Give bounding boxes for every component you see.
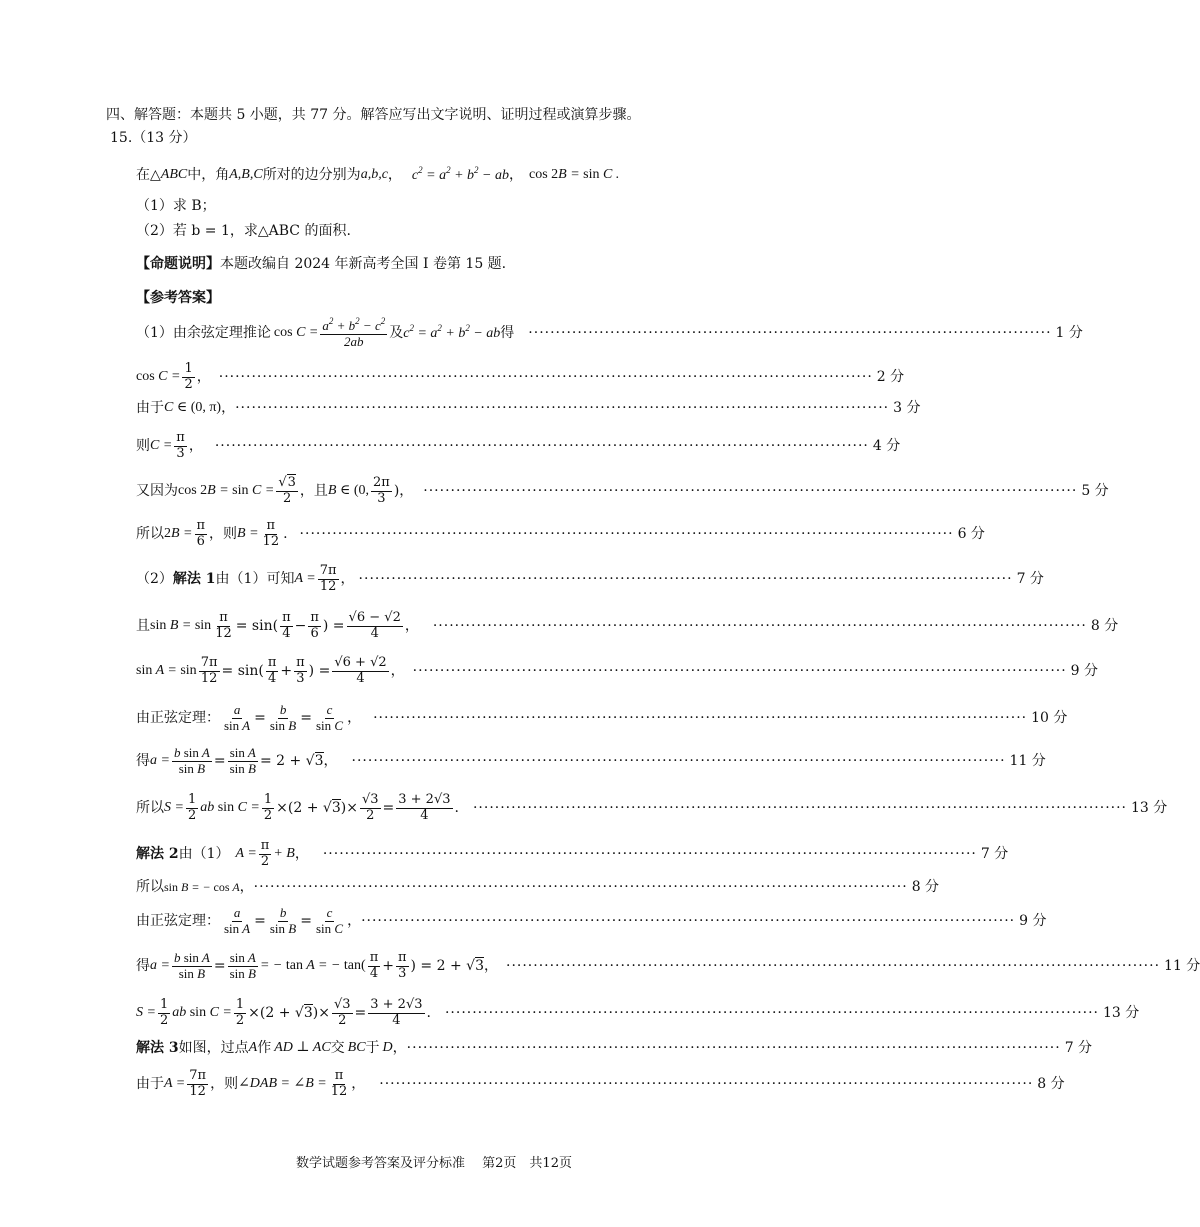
stem-sides: a,b,c bbox=[360, 166, 388, 182]
leader: ························································································································ bbox=[412, 663, 1067, 680]
m2-frac: $\frac{\pi}{2}$ bbox=[260, 838, 270, 869]
m3s8-frac2: $\frac{\pi}{12}$ bbox=[330, 1068, 348, 1099]
m1s8-frac1: $\frac{\pi}{12}$ bbox=[215, 610, 232, 641]
m3-bold: 解法 3 bbox=[136, 1040, 179, 1056]
stem-angles: A,B,C bbox=[229, 166, 263, 182]
step-2: cos C = $\frac{1}{2}$ ， ························································································································ 2 分 bbox=[136, 361, 905, 392]
m1-eq: A = bbox=[294, 571, 316, 587]
m2s11-frac2: $\frac{\text{sin A}}{\text{sin B}}$ bbox=[229, 950, 256, 981]
m2s13-frac4: $\frac{3 + 2√3}{4}$ bbox=[370, 997, 423, 1028]
s6-eq: 2B = bbox=[164, 526, 193, 542]
points-m3-7: 7 分 bbox=[1064, 1040, 1093, 1056]
points-3: 3 分 bbox=[893, 400, 921, 416]
m3s8-prefix: 由于 bbox=[136, 1076, 164, 1093]
m2s9-frac3: $\frac{c}{\text{sin C}}$ bbox=[315, 905, 344, 936]
s1-frac: $\frac{a^2 + b^2 - c^2}{2ab}$ bbox=[322, 316, 386, 349]
m1s9-frac2: $\frac{\pi}{4}$ bbox=[267, 655, 277, 686]
s1-eq: cos C = bbox=[273, 324, 319, 340]
m1s8-eq: sin B = sin bbox=[150, 618, 212, 634]
m2-step-9: 由正弦定理： $\frac{a}{\text{sin A}}$ = $\frac{b}{\text{sin B}}$ = $\frac{c}{\text{sin C}}$ ， ························································································································ 9 分 bbox=[136, 905, 1047, 936]
s4-prefix: 则 bbox=[136, 438, 150, 455]
m1-text: 由（1）可知 bbox=[215, 571, 295, 588]
leader: ························································································································ bbox=[506, 958, 1161, 975]
leader: ························································································································ bbox=[373, 710, 1028, 727]
section-heading bbox=[106, 108, 641, 122]
m1s13-eq: ab sin C = bbox=[200, 800, 260, 816]
m2-eq: A = bbox=[235, 846, 257, 862]
m1s10-frac3: $\frac{c}{\text{sin C}}$ bbox=[315, 702, 344, 733]
s4-eq: C = bbox=[150, 438, 173, 454]
leader: ························································································································ bbox=[351, 753, 1006, 770]
s6-frac2: $\frac{\pi}{12}$ bbox=[262, 518, 280, 549]
m1s11-frac2: $\frac{\text{sin A}}{\text{sin B}}$ bbox=[229, 745, 256, 776]
s3-eq: C ∈ (0, π) bbox=[164, 400, 222, 415]
m1s11-prefix: 得 bbox=[136, 753, 150, 770]
s5-frac: $\frac{√3}{2}$ bbox=[278, 475, 296, 506]
m1s8-prefix: 且 bbox=[136, 618, 150, 635]
points-11: 11 分 bbox=[1009, 753, 1046, 770]
points-8: 8 分 bbox=[1090, 618, 1119, 635]
m2s11-a: a = bbox=[150, 958, 170, 974]
m3s8-eq2: ∠DAB = ∠B = bbox=[238, 1076, 327, 1092]
stem-eq2: cos 2B = sin C . bbox=[528, 166, 620, 182]
m2s9-prefix: 由正弦定理： bbox=[136, 913, 220, 930]
leader: ························································································································ bbox=[358, 571, 1013, 588]
leader: ························································································································ bbox=[214, 438, 869, 455]
s3-prefix: 由于 bbox=[136, 400, 164, 416]
s5-prefix: 又因为 bbox=[136, 483, 178, 500]
leader: ························································································································ bbox=[406, 1040, 1061, 1056]
leader: ························································································································ bbox=[218, 369, 873, 386]
answer-label bbox=[136, 291, 220, 305]
m1s10-frac1: $\frac{a}{\text{sin A}}$ bbox=[224, 702, 251, 733]
m2s8-prefix: 所以 bbox=[136, 879, 164, 895]
s1-end: 得 bbox=[500, 324, 515, 341]
points-m2-9: 9 分 bbox=[1019, 913, 1047, 930]
m2s11-prefix: 得 bbox=[136, 958, 150, 975]
m1s8-frac2: $\frac{\pi}{4}$ bbox=[282, 610, 291, 641]
stem-eq1: $c^2 = a^2 + b^2$ − ab bbox=[411, 165, 509, 183]
step-1 bbox=[136, 316, 1083, 350]
points-7: 7 分 bbox=[1016, 571, 1044, 588]
page-footer bbox=[0, 1152, 868, 1171]
m2s11-frac3: $\frac{\pi}{4}$ bbox=[369, 950, 379, 981]
points-m2-13: 13 分 bbox=[1103, 1005, 1140, 1022]
s6-eq2: B = bbox=[237, 526, 259, 542]
m1-label: （2） bbox=[136, 571, 173, 588]
leader: ························································································································ bbox=[444, 1005, 1099, 1022]
s5-range: B ∈ (0, bbox=[327, 483, 369, 499]
section-heading-text: 四、解答题：本题共 5 小题，共 77 分。解答应写出文字说明、证明过程或演算步骤。 bbox=[106, 107, 641, 123]
s6-then: ，则 bbox=[209, 526, 238, 543]
s1-mid: 及 bbox=[389, 324, 404, 341]
s6-frac: $\frac{\pi}{6}$ bbox=[196, 518, 206, 549]
m2s11-eq: = − tan A = − tan( bbox=[259, 958, 366, 974]
m1-step-11: 得 a = $\frac{\text{b sin A}}{\text{sin B}}$ = $\frac{\text{sin A}}{\text{sin B}}$ = 2 + √3， ························································································································ 11 分 bbox=[136, 745, 1046, 776]
m3-text: 如图，过点 bbox=[178, 1040, 249, 1056]
leader: ························································································································ bbox=[322, 846, 977, 863]
s1-eq2: $c^2 = a^2 + b^2$ − ab bbox=[403, 323, 501, 342]
m1s11-result: = 2 + √3， bbox=[259, 753, 338, 770]
m1s8-frac3: $\frac{\pi}{6}$ bbox=[310, 610, 319, 641]
leader: ························································································································ bbox=[235, 400, 890, 416]
m3-d: D bbox=[382, 1040, 393, 1055]
m1s11-a: a = bbox=[150, 753, 170, 769]
m2-text: 由（1） bbox=[178, 846, 230, 863]
leader: ························································································································ bbox=[299, 526, 954, 543]
m1s8-eq2: = sin( bbox=[235, 618, 279, 635]
m3s8-frac1: $\frac{7\pi}{12}$ bbox=[189, 1068, 207, 1099]
proposition-text: 本题改编自 2024 年新高考全国 I 卷第 15 题. bbox=[220, 256, 507, 272]
m2s11-result: ) = 2 + √3， bbox=[410, 958, 498, 975]
m1s9-eq: sin A = sin bbox=[136, 663, 197, 679]
m2-step-13: S = $\frac{1}{2}$ ab sin C = $\frac{1}{2}$ ×(2 + √3)× $\frac{√3}{2}$ = $\frac{3 + 2√3}{4}$ . ························································································································ 13 分 bbox=[136, 997, 1140, 1028]
s2-frac: $\frac{1}{2}$ bbox=[184, 361, 193, 392]
m2-bold: 解法 2 bbox=[136, 846, 179, 863]
m1s10-prefix: 由正弦定理： bbox=[136, 710, 220, 727]
m2-step-11: 得 a = $\frac{\text{b sin A}}{\text{sin B}}$ = $\frac{\text{sin A}}{\text{sin B}}$ = − tan A = − tan( $\frac{\pi}{4}$ + $\frac{\pi}{3}$ ) = 2 + √3， ························································································································ 11 分 bbox=[136, 950, 1200, 981]
m3-step-8: 由于 A = $\frac{7\pi}{12}$ ，则 ∠DAB = ∠B = $\frac{\pi}{12}$ ， ························································································································ 8 分 bbox=[136, 1068, 1065, 1099]
m1s13-mul: ×(2 + √3)× bbox=[276, 800, 358, 817]
leader: ································································································ bbox=[528, 324, 1052, 341]
m1-step-10: 由正弦定理： $\frac{a}{\text{sin A}}$ = $\frac{b}{\text{sin B}}$ = $\frac{c}{\text{sin C}}$ ， ························································································································ 10 分 bbox=[136, 702, 1068, 733]
m3-bc: BC bbox=[347, 1040, 366, 1055]
s4-frac: $\frac{\pi}{3}$ bbox=[176, 430, 185, 461]
m2s8-eq: sin B = − cos A bbox=[164, 880, 240, 894]
problem-number-text: 15.（13 分） bbox=[110, 130, 197, 146]
leader: ························································································································ bbox=[253, 879, 908, 895]
m2s13-eq: ab sin C = bbox=[172, 1005, 232, 1021]
m2s13-frac1: $\frac{1}{2}$ bbox=[159, 997, 169, 1028]
m1s13-frac2: $\frac{1}{2}$ bbox=[263, 792, 273, 823]
s5-eq: cos 2B = sin C = bbox=[178, 483, 275, 499]
m3s8-eq: A = bbox=[164, 1076, 186, 1092]
m1s11-frac1: $\frac{\text{b sin A}}{\text{sin B}}$ bbox=[173, 745, 210, 776]
stem-mid2: 所对的边分别为 bbox=[262, 166, 361, 183]
points-m3-8: 8 分 bbox=[1037, 1076, 1065, 1093]
m3-perp: AD ⊥ AC bbox=[274, 1040, 331, 1055]
m2s11-frac4: $\frac{\pi}{3}$ bbox=[397, 950, 407, 981]
m1-step-9: sin A = sin $\frac{7\pi}{12}$ = sin( $\frac{\pi}{4}$ + $\frac{\pi}{3}$ ) = $\frac{√6 + √2}{4}$ ， ························································································································ 9 分 bbox=[136, 655, 1099, 686]
m2s13-frac2: $\frac{1}{2}$ bbox=[235, 997, 245, 1028]
stem-prefix: 在△ bbox=[136, 166, 161, 183]
stem-mid: 中，角 bbox=[187, 166, 230, 183]
m1-frac: $\frac{7\pi}{12}$ bbox=[319, 563, 337, 594]
s5-frac2: $\frac{2\pi}{3}$ bbox=[372, 475, 390, 506]
part2 bbox=[136, 224, 351, 238]
s1-prefix: （1）由余弦定理推论 bbox=[136, 324, 271, 341]
points-2: 2 分 bbox=[876, 369, 905, 386]
m1s13-frac4: $\frac{3 + 2√3}{4}$ bbox=[398, 792, 451, 823]
points-4: 4 分 bbox=[872, 438, 901, 455]
m2s9-frac2: $\frac{b}{\text{sin B}}$ bbox=[269, 905, 297, 936]
m2s9-frac1: $\frac{a}{\text{sin A}}$ bbox=[224, 905, 251, 936]
points-m2-7: 7 分 bbox=[980, 846, 1009, 863]
m3-step-7: 解法 3 如图，过点 A 作 AD ⊥ AC 交 BC 于 D ， ························································································································ 7 分 bbox=[136, 1040, 1093, 1056]
m1s13-frac3: $\frac{√3}{2}$ bbox=[361, 792, 379, 823]
part1 bbox=[136, 199, 216, 213]
stem-triangle: ABC bbox=[160, 166, 188, 182]
m1s10-frac2: $\frac{b}{\text{sin B}}$ bbox=[269, 702, 297, 733]
m2s13-mul: ×(2 + √3)× bbox=[248, 1005, 330, 1022]
m3-pt: A bbox=[248, 1040, 258, 1055]
step-3: 由于 C ∈ (0, π) ， ························································································································ 3 分 bbox=[136, 400, 921, 416]
m3s8-then: ，则 bbox=[210, 1076, 239, 1093]
proposition-label: 【命题说明】 bbox=[136, 256, 220, 272]
stem-comma2: ， bbox=[508, 166, 523, 183]
points-m2-11: 11 分 bbox=[1164, 958, 1200, 975]
points-10: 10 分 bbox=[1031, 710, 1068, 727]
m2-step-7: 解法 2 由（1） A = $\frac{\pi}{2}$ + B ， ························································································································ 7 分 bbox=[136, 838, 1009, 869]
proposition-note bbox=[136, 257, 506, 271]
m1-step-13: 所以 S = $\frac{1}{2}$ ab sin C = $\frac{1}{2}$ ×(2 + √3)× $\frac{√3}{2}$ = $\frac{3 + 2√3}{4}$ . ························································································································ 13 分 bbox=[136, 792, 1168, 823]
m1s9-frac3: $\frac{\pi}{3}$ bbox=[296, 655, 305, 686]
stem-comma: ， bbox=[387, 166, 402, 183]
m1s9-frac4: $\frac{√6 + √2}{4}$ bbox=[334, 655, 387, 686]
m2-step-8: 所以 sin B = − cos A ， ························································································································ 8 分 bbox=[136, 879, 940, 895]
leader: ························································································································ bbox=[423, 483, 1078, 500]
step-4: 则 C = $\frac{\pi}{3}$ ， ························································································································ 4 分 bbox=[136, 430, 901, 461]
m1-step-8: 且 sin B = sin $\frac{\pi}{12}$ = sin( $\frac{\pi}{4}$ − $\frac{\pi}{6}$ ) = $\frac{√6 - √2}{4}$ ， ························································································································ 8 分 bbox=[136, 610, 1119, 641]
leader: ························································································································ bbox=[472, 800, 1127, 817]
leader: ························································································································ bbox=[361, 913, 1016, 930]
leader: ························································································································ bbox=[379, 1076, 1034, 1093]
m1-step-7: （2） 解法 1 由（1）可知 A = $\frac{7\pi}{12}$ ， ························································································································ 7 分 bbox=[136, 563, 1044, 594]
points-6: 6 分 bbox=[957, 526, 985, 543]
m1s13-s: S = bbox=[164, 800, 184, 816]
m2s13-frac3: $\frac{√3}{2}$ bbox=[333, 997, 351, 1028]
problem-stem bbox=[136, 166, 619, 183]
leader: ························································································································ bbox=[432, 618, 1087, 635]
m1-bold: 解法 1 bbox=[172, 571, 216, 588]
answer-label-text: 【参考答案】 bbox=[136, 290, 220, 306]
points-m2-8: 8 分 bbox=[911, 879, 940, 895]
m3-text2: 作 bbox=[257, 1040, 272, 1056]
m2s11-frac1: $\frac{\text{b sin A}}{\text{sin B}}$ bbox=[173, 950, 210, 981]
m1s8-frac4: $\frac{√6 - √2}{4}$ bbox=[348, 610, 401, 641]
problem-number bbox=[110, 131, 197, 145]
s6-prefix: 所以 bbox=[136, 526, 164, 543]
part1-text: （1）求 B； bbox=[136, 198, 216, 214]
m1s9-frac1: $\frac{7\pi}{12}$ bbox=[200, 655, 218, 686]
part2-text: （2）若 b = 1，求△ABC 的面积. bbox=[136, 223, 351, 239]
s2-eq: cos C = bbox=[136, 369, 181, 385]
m1s13-frac1: $\frac{1}{2}$ bbox=[187, 792, 197, 823]
points-1: 1 分 bbox=[1055, 324, 1083, 341]
s5-and: ，且 bbox=[299, 483, 328, 500]
m3-text3: 交 bbox=[330, 1040, 345, 1056]
m1s13-prefix: 所以 bbox=[136, 800, 164, 817]
points-13: 13 分 bbox=[1131, 800, 1168, 817]
points-9: 9 分 bbox=[1070, 663, 1099, 680]
m2-eq2: + B bbox=[273, 846, 295, 862]
footer-text: 数学试题参考答案及评分标准 第2页 共12页 bbox=[296, 1156, 572, 1171]
m1s9-eq2: = sin( bbox=[221, 663, 264, 680]
m3-text4: 于 bbox=[365, 1040, 380, 1056]
m2s13-s: S = bbox=[136, 1005, 156, 1021]
step-5: 又因为 cos 2B = sin C = $\frac{√3}{2}$ ，且 B ∈ (0, $\frac{2\pi}{3}$ )， ························································································································ 5 分 bbox=[136, 475, 1109, 506]
step-6: 所以 2B = $\frac{\pi}{6}$ ，则 B = $\frac{\pi}{12}$ . ························································································································ 6 分 bbox=[136, 518, 985, 549]
points-5: 5 分 bbox=[1081, 483, 1109, 500]
